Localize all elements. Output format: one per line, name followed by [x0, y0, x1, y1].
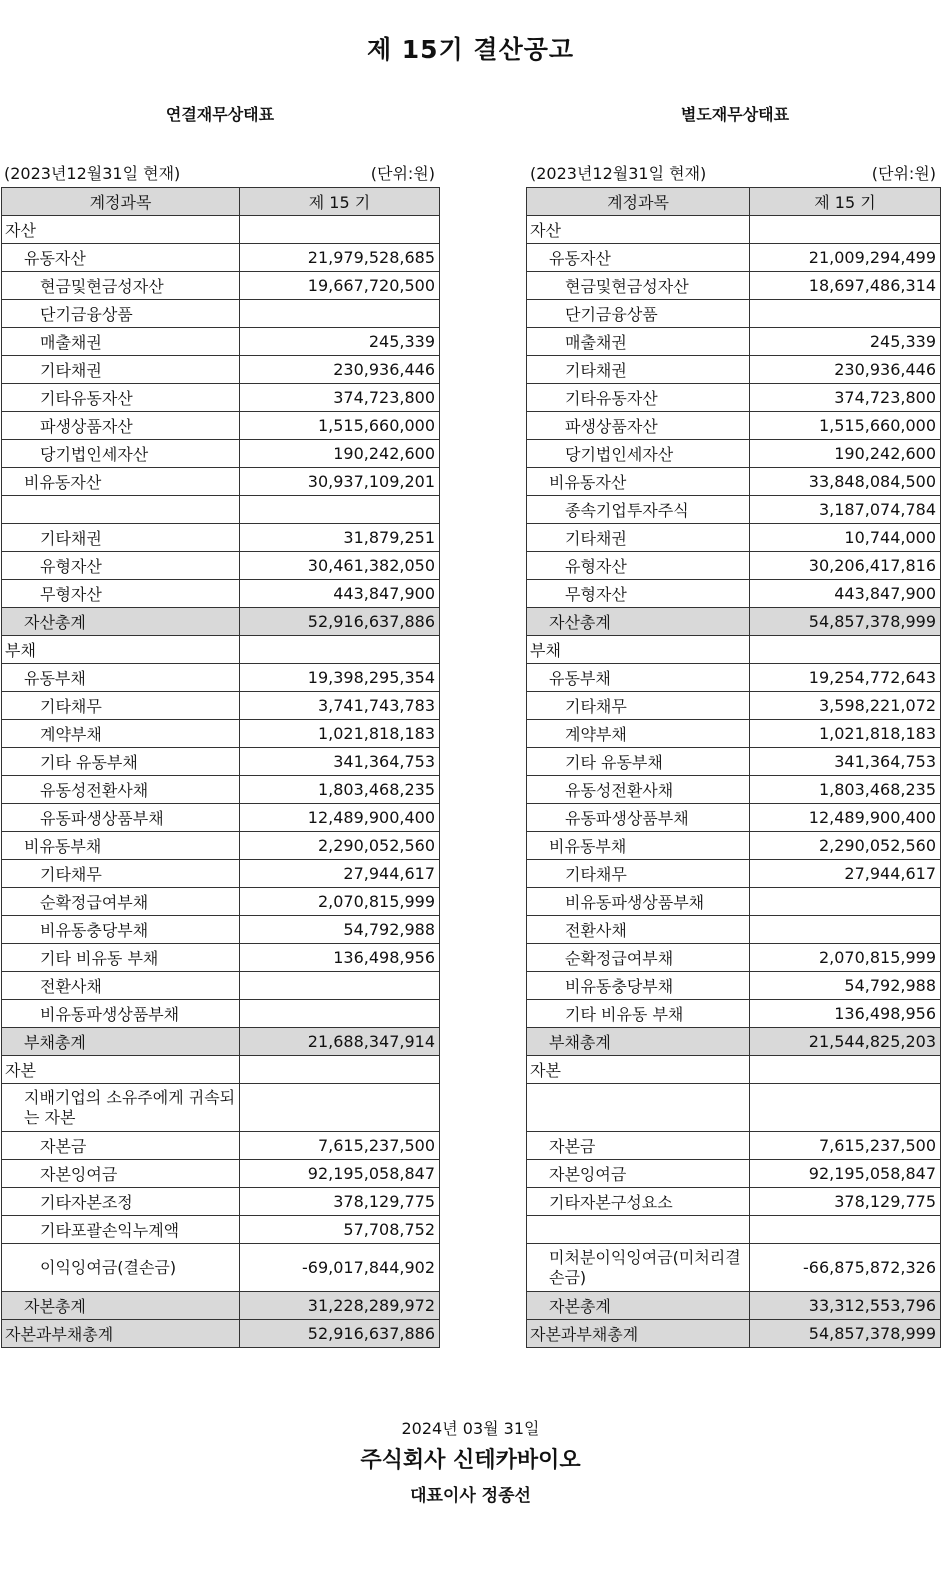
table-row — [527, 440, 941, 468]
table-row — [527, 1056, 941, 1084]
table-row — [2, 1084, 440, 1132]
account-label: 기타 유동부채 — [2, 748, 240, 776]
table-row — [527, 412, 941, 440]
account-amount: 3,741,743,783 — [240, 692, 440, 720]
table-row — [2, 384, 440, 412]
account-amount — [240, 300, 440, 328]
account-amount: 1,803,468,235 — [750, 776, 941, 804]
table-row — [2, 748, 440, 776]
account-label: 기타유동자산 — [2, 384, 240, 412]
account-amount: 2,290,052,560 — [240, 832, 440, 860]
account-amount: 245,339 — [240, 328, 440, 356]
account-label: 파생상품자산 — [2, 412, 240, 440]
account-amount: 27,944,617 — [240, 860, 440, 888]
account-label: 기타포괄손익누계액 — [2, 1216, 240, 1244]
account-label: 단기금융상품 — [2, 300, 240, 328]
account-label: 비유동부채 — [2, 832, 240, 860]
table-row — [2, 580, 440, 608]
table-row — [527, 1084, 941, 1132]
table-row — [527, 1216, 941, 1244]
table-row — [2, 216, 440, 244]
table-row — [527, 776, 941, 804]
table-row — [2, 412, 440, 440]
header-period: 제 15 기 — [240, 188, 440, 216]
table-row — [527, 216, 941, 244]
account-label: 자본금 — [527, 1132, 750, 1160]
table-row — [2, 524, 440, 552]
table-header-row — [527, 188, 941, 216]
company-name: 주식회사 신테카바이오 — [360, 1448, 581, 1473]
account-label: 비유동부채 — [527, 832, 750, 860]
account-amount: 341,364,753 — [240, 748, 440, 776]
separate-balance-sheet — [526, 187, 941, 1348]
table-row — [527, 328, 941, 356]
table-row — [2, 1320, 440, 1348]
account-amount: 19,398,295,354 — [240, 664, 440, 692]
account-amount: 190,242,600 — [240, 440, 440, 468]
account-amount — [240, 1084, 440, 1132]
table-row — [527, 944, 941, 972]
account-label: 유형자산 — [2, 552, 240, 580]
account-label: 기타자본조정 — [2, 1188, 240, 1216]
account-label: 기타채무 — [2, 692, 240, 720]
account-label: 유동파생상품부채 — [2, 804, 240, 832]
separate-subtitle: 별도재무상태표 — [680, 105, 790, 124]
account-label: 계약부채 — [2, 720, 240, 748]
account-label: 기타자본구성요소 — [527, 1188, 750, 1216]
header-account: 계정과목 — [2, 188, 240, 216]
account-amount: 1,515,660,000 — [750, 412, 941, 440]
account-label: 미처분이익잉여금(미처리결손금) — [527, 1244, 750, 1292]
account-label: 기타채무 — [527, 692, 750, 720]
account-label: 현금및현금성자산 — [2, 272, 240, 300]
table-row — [527, 244, 941, 272]
table-row — [2, 720, 440, 748]
account-label: 부채 — [527, 636, 750, 664]
account-amount: 378,129,775 — [750, 1188, 941, 1216]
account-label: 종속기업투자주식 — [527, 496, 750, 524]
account-amount: 19,254,772,643 — [750, 664, 941, 692]
table-row — [2, 692, 440, 720]
account-label: 순확정급여부채 — [2, 888, 240, 916]
account-label: 계약부채 — [527, 720, 750, 748]
table-row — [527, 468, 941, 496]
consolidated-meta — [0, 160, 439, 186]
account-label: 기타 비유동 부채 — [2, 944, 240, 972]
account-label: 유동성전환사채 — [527, 776, 750, 804]
account-label: 부채 — [2, 636, 240, 664]
table-row — [2, 1056, 440, 1084]
table-row — [527, 664, 941, 692]
account-label: 자본총계 — [527, 1292, 750, 1320]
table-row — [2, 860, 440, 888]
account-amount: 54,857,378,999 — [750, 1320, 941, 1348]
account-amount — [240, 1000, 440, 1028]
account-amount: 2,290,052,560 — [750, 832, 941, 860]
table-row — [2, 496, 440, 524]
account-label: 자본과부채총계 — [2, 1320, 240, 1348]
account-label: 매출채권 — [2, 328, 240, 356]
consolidated-balance-sheet — [1, 187, 440, 1348]
account-label: 파생상품자산 — [527, 412, 750, 440]
account-amount: 33,848,084,500 — [750, 468, 941, 496]
account-amount: 374,723,800 — [240, 384, 440, 412]
account-amount: 21,979,528,685 — [240, 244, 440, 272]
announcement-date: 2024년 03월 31일 — [401, 1419, 540, 1438]
table-row — [527, 272, 941, 300]
consolidated-subtitle: 연결재무상태표 — [165, 105, 275, 124]
table-row — [2, 776, 440, 804]
table-row — [2, 804, 440, 832]
account-label: 자본 — [527, 1056, 750, 1084]
account-amount: 92,195,058,847 — [750, 1160, 941, 1188]
account-amount: 443,847,900 — [240, 580, 440, 608]
account-amount: 230,936,446 — [240, 356, 440, 384]
account-label: 기타채무 — [2, 860, 240, 888]
account-amount — [750, 888, 941, 916]
account-label: 기타채권 — [2, 524, 240, 552]
account-label — [527, 1216, 750, 1244]
table-row — [2, 1132, 440, 1160]
account-amount: 190,242,600 — [750, 440, 941, 468]
account-label: 지배기업의 소유주에게 귀속되는 자본 — [2, 1084, 240, 1132]
account-label: 당기법인세자산 — [527, 440, 750, 468]
account-amount: 31,879,251 — [240, 524, 440, 552]
table-row — [2, 356, 440, 384]
table-row — [2, 608, 440, 636]
table-row — [2, 1188, 440, 1216]
page-title: 제 15기 결산공고 — [366, 35, 575, 64]
header-account: 계정과목 — [527, 188, 750, 216]
account-amount — [750, 300, 941, 328]
account-label: 자본잉여금 — [2, 1160, 240, 1188]
consolidated-unit: (단위:원) — [370, 164, 435, 183]
table-row — [2, 440, 440, 468]
account-amount — [750, 636, 941, 664]
account-amount: 21,688,347,914 — [240, 1028, 440, 1056]
table-row — [2, 1244, 440, 1292]
account-amount: 30,206,417,816 — [750, 552, 941, 580]
account-label: 자본과부채총계 — [527, 1320, 750, 1348]
table-row — [527, 832, 941, 860]
account-amount — [240, 1056, 440, 1084]
table-row — [527, 1160, 941, 1188]
table-row — [527, 916, 941, 944]
account-amount: 33,312,553,796 — [750, 1292, 941, 1320]
account-label: 부채총계 — [527, 1028, 750, 1056]
account-label: 기타 비유동 부채 — [527, 1000, 750, 1028]
account-label: 유동파생상품부채 — [527, 804, 750, 832]
table-row — [2, 328, 440, 356]
separate-meta — [526, 160, 940, 186]
account-label: 자산 — [2, 216, 240, 244]
table-row — [527, 1244, 941, 1292]
account-amount: 1,803,468,235 — [240, 776, 440, 804]
account-amount: 378,129,775 — [240, 1188, 440, 1216]
account-label: 기타채권 — [527, 356, 750, 384]
account-amount: 3,187,074,784 — [750, 496, 941, 524]
separate-unit: (단위:원) — [871, 164, 936, 183]
consolidated-date: (2023년12월31일 현재) — [4, 164, 181, 183]
account-amount: 57,708,752 — [240, 1216, 440, 1244]
account-amount — [240, 972, 440, 1000]
account-label: 비유동파생상품부채 — [2, 1000, 240, 1028]
account-label: 비유동자산 — [527, 468, 750, 496]
account-amount: 12,489,900,400 — [240, 804, 440, 832]
account-amount: 341,364,753 — [750, 748, 941, 776]
account-amount: 54,792,988 — [240, 916, 440, 944]
table-row — [2, 888, 440, 916]
account-amount: 10,744,000 — [750, 524, 941, 552]
table-row — [527, 580, 941, 608]
account-label: 기타채권 — [527, 524, 750, 552]
table-row — [527, 384, 941, 412]
account-label: 비유동충당부채 — [527, 972, 750, 1000]
table-row — [527, 1320, 941, 1348]
account-label: 자본금 — [2, 1132, 240, 1160]
account-amount — [240, 496, 440, 524]
account-amount: 19,667,720,500 — [240, 272, 440, 300]
table-row — [2, 832, 440, 860]
account-label: 전환사채 — [2, 972, 240, 1000]
account-label: 단기금융상품 — [527, 300, 750, 328]
table-row — [2, 300, 440, 328]
table-row — [527, 608, 941, 636]
account-amount: 21,009,294,499 — [750, 244, 941, 272]
table-row — [527, 720, 941, 748]
account-label: 당기법인세자산 — [2, 440, 240, 468]
account-amount: 1,021,818,183 — [240, 720, 440, 748]
table-row — [2, 916, 440, 944]
account-label: 무형자산 — [2, 580, 240, 608]
table-row — [527, 1000, 941, 1028]
account-label — [2, 496, 240, 524]
account-amount: 7,615,237,500 — [750, 1132, 941, 1160]
account-label: 자본 — [2, 1056, 240, 1084]
table-row — [527, 636, 941, 664]
table-row — [527, 356, 941, 384]
table-row — [527, 748, 941, 776]
account-amount: 2,070,815,999 — [750, 944, 941, 972]
account-amount — [750, 916, 941, 944]
account-amount: 30,937,109,201 — [240, 468, 440, 496]
table-row — [527, 860, 941, 888]
account-amount: 443,847,900 — [750, 580, 941, 608]
table-row — [527, 552, 941, 580]
account-label: 매출채권 — [527, 328, 750, 356]
account-amount — [750, 216, 941, 244]
account-amount: 52,916,637,886 — [240, 608, 440, 636]
account-amount: 230,936,446 — [750, 356, 941, 384]
table-row — [2, 1216, 440, 1244]
account-label: 이익잉여금(결손금) — [2, 1244, 240, 1292]
account-amount: 92,195,058,847 — [240, 1160, 440, 1188]
account-amount: 2,070,815,999 — [240, 888, 440, 916]
table-row — [527, 1028, 941, 1056]
table-row — [527, 1292, 941, 1320]
account-label: 유동자산 — [527, 244, 750, 272]
table-header-row — [2, 188, 440, 216]
account-amount: 52,916,637,886 — [240, 1320, 440, 1348]
table-row — [2, 972, 440, 1000]
table-row — [527, 1188, 941, 1216]
account-amount: 31,228,289,972 — [240, 1292, 440, 1320]
account-amount: 136,498,956 — [240, 944, 440, 972]
account-label: 전환사채 — [527, 916, 750, 944]
table-row — [2, 636, 440, 664]
account-label: 유형자산 — [527, 552, 750, 580]
account-amount: 12,489,900,400 — [750, 804, 941, 832]
separate-date: (2023년12월31일 현재) — [530, 164, 707, 183]
account-amount: 3,598,221,072 — [750, 692, 941, 720]
account-label: 자본총계 — [2, 1292, 240, 1320]
account-amount: 7,615,237,500 — [240, 1132, 440, 1160]
table-row — [2, 1000, 440, 1028]
account-label: 자산총계 — [527, 608, 750, 636]
account-label: 유동부채 — [2, 664, 240, 692]
account-amount: -66,875,872,326 — [750, 1244, 941, 1292]
account-label: 기타 유동부채 — [527, 748, 750, 776]
account-label: 기타유동자산 — [527, 384, 750, 412]
table-row — [527, 692, 941, 720]
account-amount: 1,021,818,183 — [750, 720, 941, 748]
table-row — [527, 888, 941, 916]
account-label: 비유동자산 — [2, 468, 240, 496]
table-row — [2, 272, 440, 300]
table-row — [527, 524, 941, 552]
table-row — [527, 804, 941, 832]
table-row — [2, 944, 440, 972]
account-label: 부채총계 — [2, 1028, 240, 1056]
account-label: 자산 — [527, 216, 750, 244]
account-label: 유동성전환사채 — [2, 776, 240, 804]
account-amount: 30,461,382,050 — [240, 552, 440, 580]
account-amount: -69,017,844,902 — [240, 1244, 440, 1292]
account-amount — [750, 1216, 941, 1244]
account-amount — [750, 1056, 941, 1084]
account-label: 비유동충당부채 — [2, 916, 240, 944]
account-amount: 54,792,988 — [750, 972, 941, 1000]
ceo-name: 대표이사 정종선 — [410, 1486, 531, 1506]
account-amount: 1,515,660,000 — [240, 412, 440, 440]
table-row — [2, 664, 440, 692]
account-label: 비유동파생상품부채 — [527, 888, 750, 916]
table-row — [2, 552, 440, 580]
account-amount: 136,498,956 — [750, 1000, 941, 1028]
table-row — [2, 244, 440, 272]
account-amount — [240, 216, 440, 244]
table-row — [2, 1028, 440, 1056]
table-row — [527, 496, 941, 524]
account-label — [527, 1084, 750, 1132]
table-row — [2, 1160, 440, 1188]
account-amount: 245,339 — [750, 328, 941, 356]
account-amount — [240, 636, 440, 664]
account-label: 무형자산 — [527, 580, 750, 608]
table-row — [2, 468, 440, 496]
account-amount: 54,857,378,999 — [750, 608, 941, 636]
account-amount: 18,697,486,314 — [750, 272, 941, 300]
account-amount: 27,944,617 — [750, 860, 941, 888]
account-label: 유동자산 — [2, 244, 240, 272]
account-label: 기타채권 — [2, 356, 240, 384]
account-label: 기타채무 — [527, 860, 750, 888]
account-amount: 21,544,825,203 — [750, 1028, 941, 1056]
table-row — [527, 1132, 941, 1160]
header-period: 제 15 기 — [750, 188, 941, 216]
account-amount: 374,723,800 — [750, 384, 941, 412]
account-label: 순확정급여부채 — [527, 944, 750, 972]
table-row — [527, 300, 941, 328]
account-label: 자본잉여금 — [527, 1160, 750, 1188]
account-label: 현금및현금성자산 — [527, 272, 750, 300]
account-label: 유동부채 — [527, 664, 750, 692]
table-row — [527, 972, 941, 1000]
table-row — [2, 1292, 440, 1320]
account-amount — [750, 1084, 941, 1132]
account-label: 자산총계 — [2, 608, 240, 636]
